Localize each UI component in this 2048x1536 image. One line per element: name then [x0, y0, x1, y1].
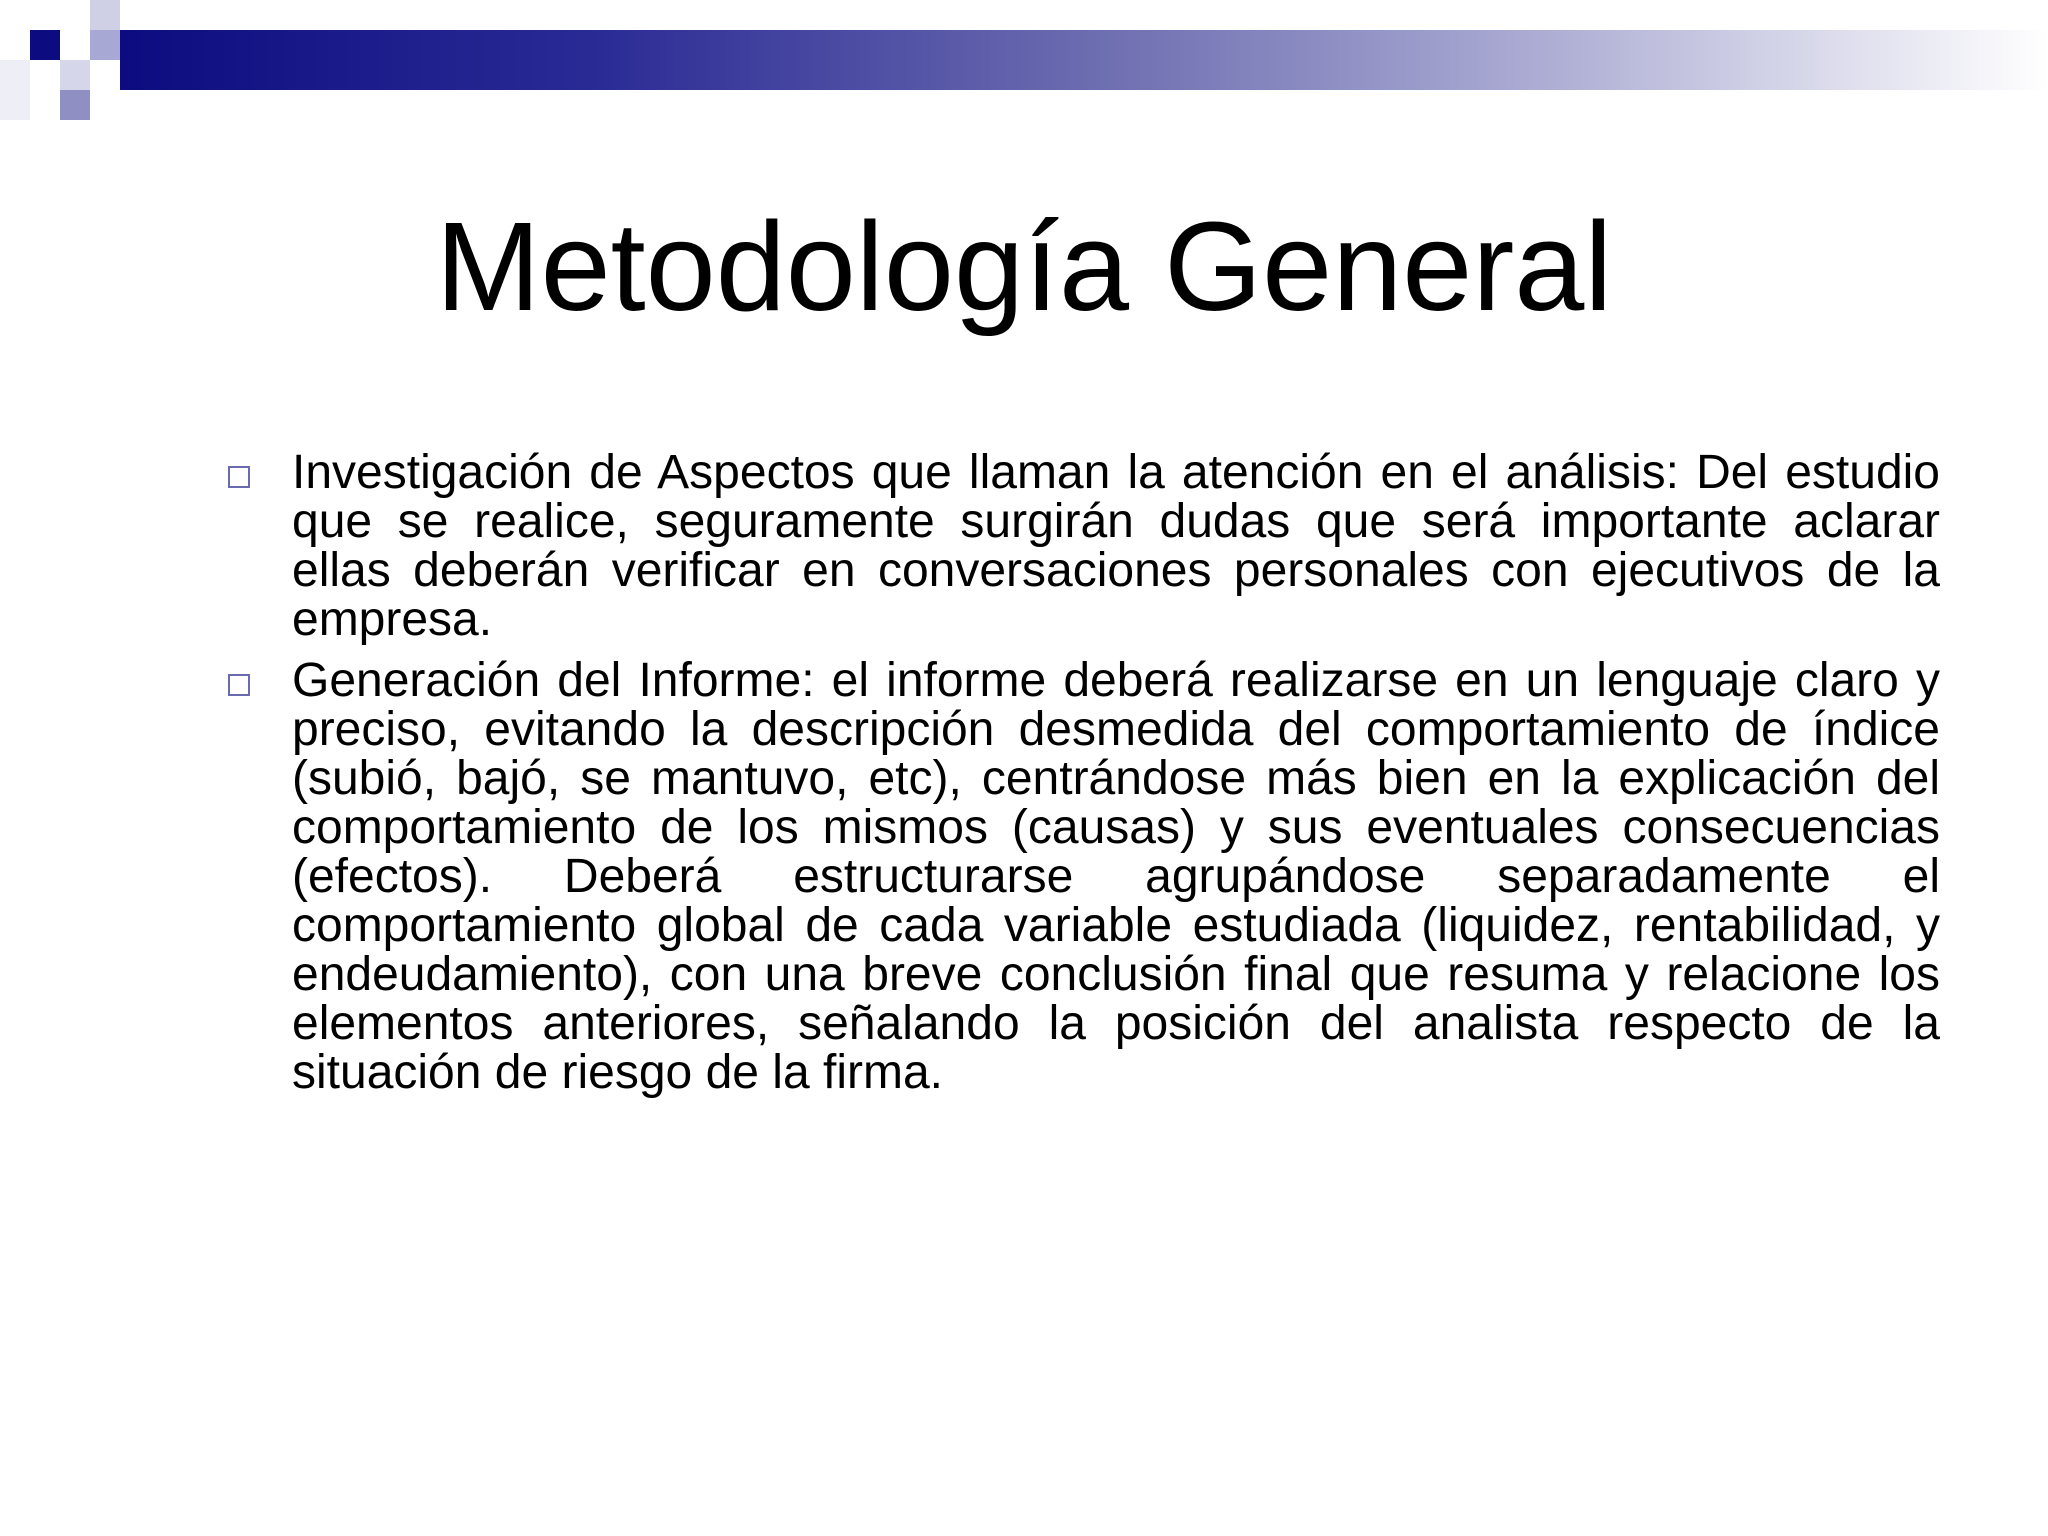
square-bullet-icon — [228, 466, 250, 488]
decorative-square — [90, 30, 120, 60]
header-gradient-bar — [120, 30, 2048, 90]
decorative-square — [30, 30, 60, 60]
decorative-square — [90, 0, 120, 30]
decorative-square — [60, 90, 90, 120]
bullet-text: Generación del Informe: el informe deberá realizarse en un lenguaje claro y preciso, evitando la descripción desmedida del comportamiento de índice (subió, bajó, se mantuvo, etc), centrándose más bien en la explicación del comportamiento de los mismos (causas) y sus eventuales consecuencias (efectos). Deberá estructurarse agrupándose separadamente el comportamiento global de cada variable estudiada (liquidez, rentabilidad, y endeudamiento), con una breve conclusión final que resuma y relacione los elementos anteriores, señalando la posición del analista respecto de la situación de riesgo de la firma. — [292, 654, 1940, 1099]
decorative-square — [0, 0, 30, 30]
bullet-text: Investigación de Aspectos que llaman la atención en el análisis: Del estudio que se realice, seguramente surgirán dudas que será importante aclarar ellas deberán verificar en conversaciones personales con ejecutivos de la empresa. — [292, 446, 1940, 646]
decorative-square — [30, 60, 60, 90]
decorative-square — [60, 60, 90, 90]
square-bullet-icon — [228, 674, 250, 696]
decorative-square — [0, 60, 30, 120]
slide-title: Metodología General — [435, 196, 1613, 337]
bullet-item — [228, 656, 1940, 1097]
bullet-item — [228, 448, 1940, 644]
bullet-list — [228, 448, 1940, 1109]
